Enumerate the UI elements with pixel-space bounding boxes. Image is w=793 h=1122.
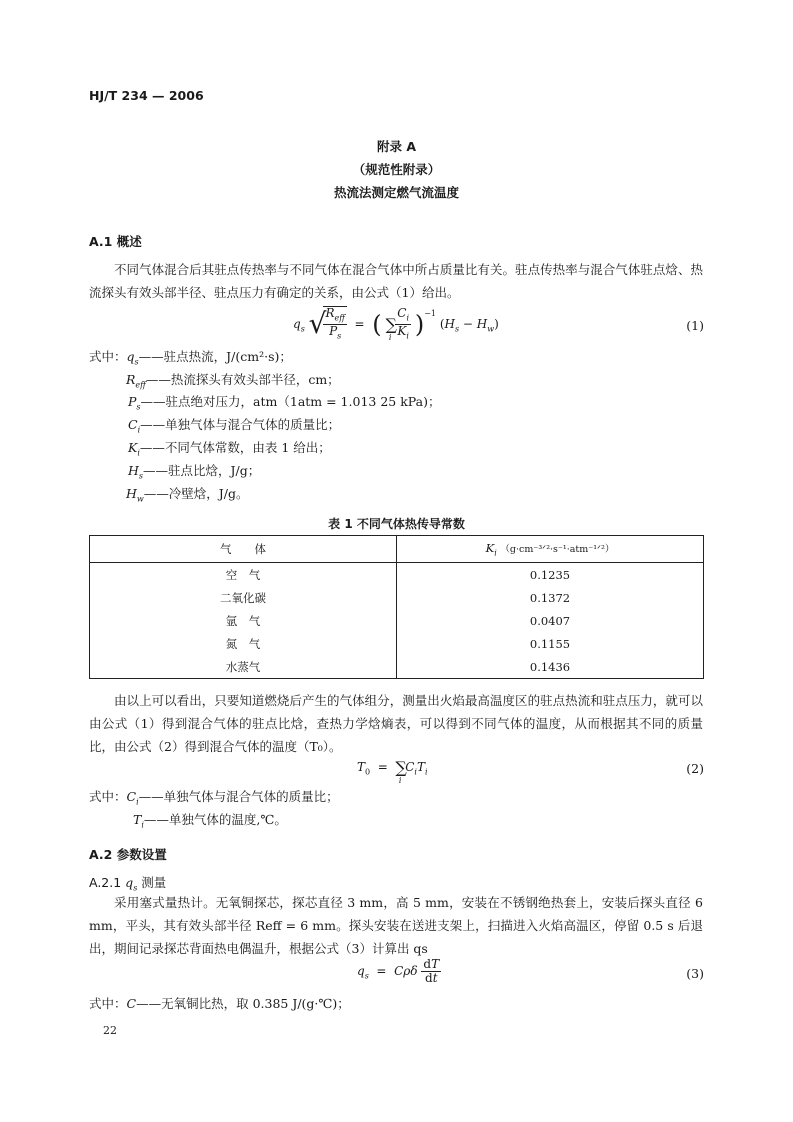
table-cell-k: 0.1436 — [397, 655, 704, 679]
appendix-subtitle: （规范性附录） — [352, 162, 441, 177]
definition-ti: $T_i——$单独气体的温度,℃。 — [133, 812, 287, 830]
equation-1-number: (1) — [686, 318, 704, 333]
equation-1: $q_s$ √ $\frac{R_{eff}}{P_s}$ = ( $\sum_i$ $\frac{C_i}{K_i}$ )$^{-1}$ $(H_s - H_w)$ — [293, 305, 499, 342]
section-a1-paragraph-2: 由以上可以看出，只要知道燃烧后产生的气体组分，测量出火焰最高温度区的驻点热流和驻点压力，就可以由公式（1）得到混合气体的驻点比焓，查热力学焓熵表，可以得到不同气体的温度，从而根据其不同的质量比，由公式（2）得到混合气体的温度（T₀）。 — [89, 693, 703, 754]
section-a1-paragraph: 不同气体混合后其驻点传热率与不同气体在混合气体中所占质量比有关。驻点传热率与混合气体驻点焓、热流探头有效头部半径、驻点压力有确定的关系，由公式（1）给出。 — [89, 262, 703, 300]
definition-reff: $R_{eff}——$热流探头有效头部半径，cm； — [126, 372, 340, 390]
definition-ci: $C_i——$单独气体与混合气体的质量比； — [128, 417, 341, 435]
table-cell-k: 0.0407 — [397, 609, 704, 632]
table-row — [90, 563, 704, 587]
table-row — [90, 609, 704, 632]
definition-hs: $H_s——$驻点比焓，J/g； — [128, 463, 261, 481]
equation-3: $q_s = C\rho\delta$ $\frac{dT}{dt}$ — [357, 957, 440, 985]
table-row — [90, 655, 704, 679]
section-a21-title: A.2.1 $q_s$ 测量 — [89, 875, 167, 893]
table-cell-gas: 氩 气 — [90, 609, 397, 632]
table-cell-k: 0.1235 — [397, 563, 704, 587]
definition-ki: $K_i——$不同气体常数，由表 1 给出； — [128, 440, 331, 458]
definition-ps: $P_s——$驻点绝对压力，atm（1atm = 1.013 25 kPa)； — [128, 394, 441, 412]
table-row — [90, 632, 704, 655]
table-cell-k: 0.1155 — [397, 632, 704, 655]
table-cell-gas: 水蒸气 — [90, 655, 397, 679]
document-header: HJ/T 234 — 2006 — [89, 88, 204, 103]
definition-c: 式中：C——无氧铜比热，取 0.385 J/(g·℃)； — [89, 996, 350, 1011]
equation-3-number: (3) — [686, 966, 704, 981]
appendix-title: 附录 A — [376, 139, 417, 154]
section-a2-title: A.2 参数设置 — [89, 847, 167, 862]
section-a1-title: A.1 概述 — [89, 234, 142, 249]
table-cell-gas: 二氧化碳 — [90, 586, 397, 609]
definition-qs: 式中：$q_s——$驻点热流，J/(cm²·s)； — [89, 349, 292, 367]
appendix-heading: 热流法测定燃气流温度 — [333, 185, 459, 200]
table-1-caption: 表 1 不同气体热传导常数 — [328, 517, 465, 531]
section-a21-paragraph: 采用塞式量热计。无氧铜探芯，探芯直径 3 mm，高 5 mm，安装在不锈钢绝热套上，安装后探头直径 6 mm，平头，其有效头部半径 Reff = 6 mm。探头安装在送进支架上，扫描进入火焰高温区，停留 0.5 s 后退出，期间记录探芯背面热电偶温升，根据公式（3）计算出 qs — [89, 895, 703, 956]
equation-2-number: (2) — [686, 761, 704, 776]
table-header-gas: 气 体 — [90, 536, 397, 563]
table-row — [90, 586, 704, 609]
table-1 — [89, 535, 704, 679]
table-cell-gas: 氮 气 — [90, 632, 397, 655]
equation-2: $T_0 = \sum_i$ $C_iT_i$ — [357, 758, 428, 785]
table-cell-gas: 空 气 — [90, 563, 397, 587]
table-cell-k: 0.1372 — [397, 586, 704, 609]
page-number: 22 — [103, 1024, 117, 1037]
table-header-ki: $K_i$ （g·cm⁻³ᐟ²·s⁻¹·atm⁻¹ᐟ²） — [397, 536, 704, 563]
definition-ci-2: 式中：$C_i——$单独气体与混合气体的质量比； — [89, 789, 339, 807]
definition-hw: $H_w——$冷壁焓，J/g。 — [126, 486, 249, 504]
